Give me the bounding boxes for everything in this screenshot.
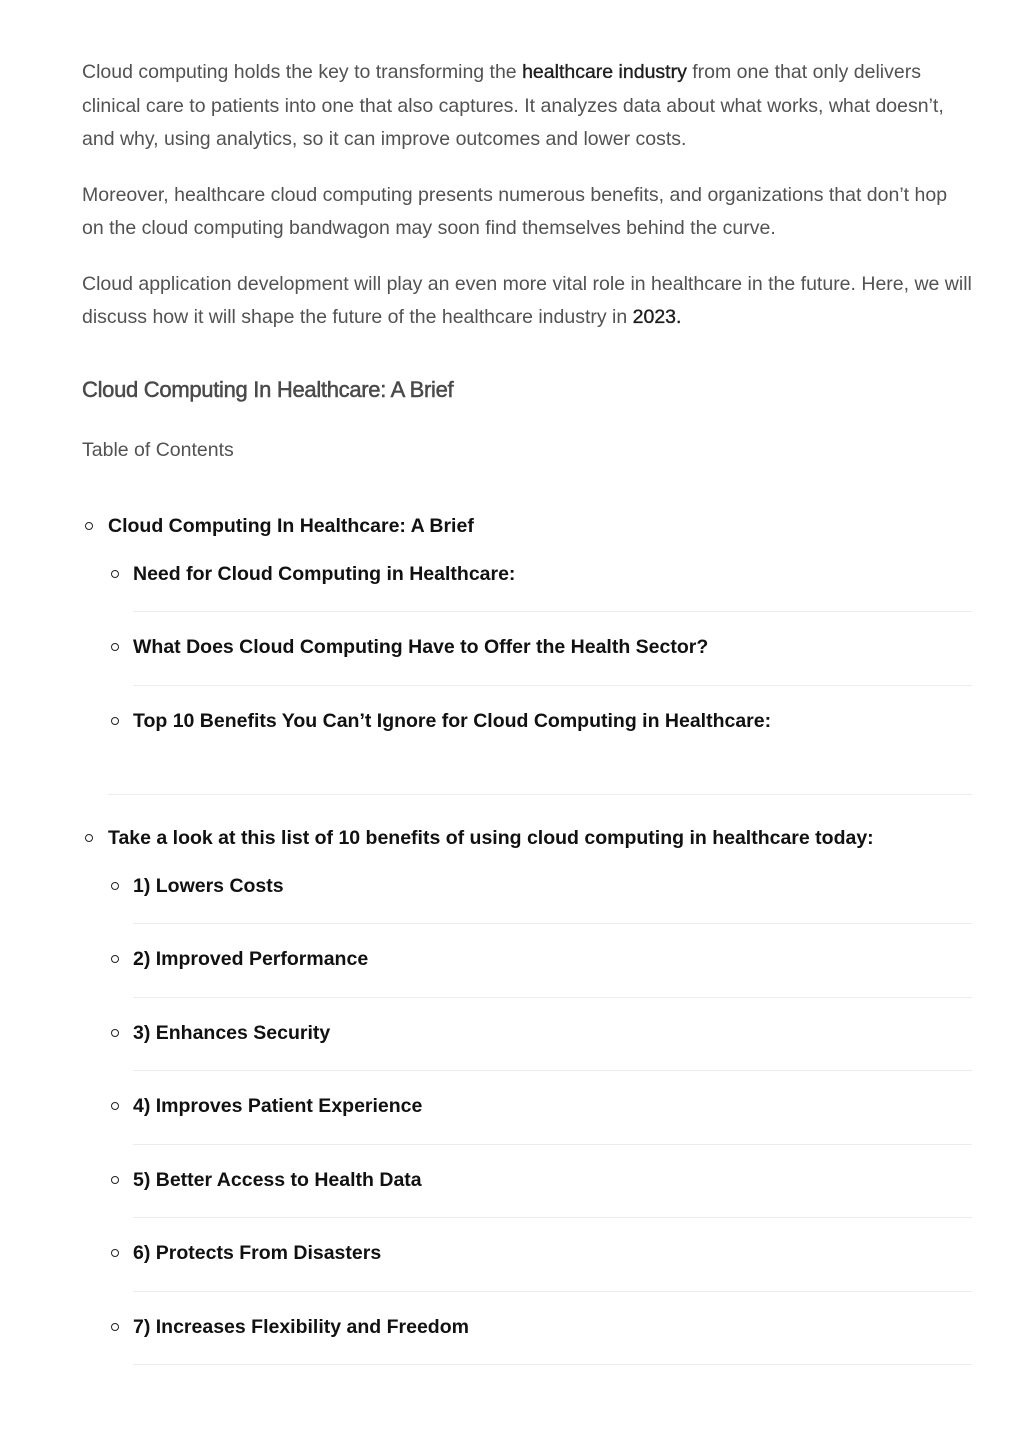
toc-sub-link[interactable]: 3) Enhances Security: [133, 1021, 331, 1044]
benefits-paragraph: [82, 179, 972, 246]
toc-sub-link[interactable]: 2) Improved Performance: [133, 948, 369, 970]
toc-sub-link[interactable]: Top 10 Benefits You Can’t Ignore for Cloud Computing in Healthcare:: [133, 709, 772, 732]
toc-title: Table of Contents: [82, 438, 234, 461]
circle-bullet-icon: [85, 834, 93, 842]
circle-bullet-icon: [111, 882, 119, 890]
circle-bullet-icon: [111, 955, 119, 963]
circle-bullet-icon: [111, 1323, 119, 1331]
toc-sublist: [108, 851, 972, 1366]
healthcare-industry-link[interactable]: healthcare industry: [522, 61, 687, 83]
circle-bullet-icon: [111, 1176, 119, 1184]
toc-sub-item: [108, 1218, 972, 1292]
year-highlight: 2023.: [632, 306, 682, 328]
circle-bullet-icon: [111, 570, 119, 578]
toc-sub-item: [108, 1292, 972, 1366]
benefits-text: Moreover, healthcare cloud computing presents numerous benefits, and organizations that don’t hop on the cloud computing bandwagon may soon find themselves behind the curve.: [82, 183, 948, 239]
toc-link[interactable]: Cloud Computing In Healthcare: A Brief: [108, 514, 474, 537]
toc-sub-link[interactable]: Need for Cloud Computing in Healthcare:: [133, 562, 516, 585]
toc-link[interactable]: Take a look at this list of 10 benefits of using cloud computing in healthcare today:: [108, 826, 874, 849]
toc-sub-item: [108, 998, 972, 1072]
circle-bullet-icon: [111, 1102, 119, 1110]
toc-sub-item: [108, 851, 972, 925]
toc-sub-link[interactable]: 4) Improves Patient Experience: [133, 1095, 423, 1117]
section-heading: Cloud Computing In Healthcare: A Brief: [82, 376, 454, 402]
toc-sub-link[interactable]: 7) Increases Flexibility and Freedom: [133, 1315, 469, 1338]
future-paragraph: [82, 268, 972, 335]
circle-bullet-icon: [111, 717, 119, 725]
toc-sub-item: [108, 1071, 972, 1145]
table-of-contents: [82, 513, 972, 1366]
toc-sub-item: [108, 1145, 972, 1219]
circle-bullet-icon: [111, 1029, 119, 1037]
toc-group: [82, 513, 972, 795]
circle-bullet-icon: [85, 522, 93, 530]
article-body: [82, 56, 972, 1365]
toc-sub-item: [108, 539, 972, 613]
toc-sublist: [108, 539, 972, 760]
toc-sub-link[interactable]: What Does Cloud Computing Have to Offer the Health Sector?: [133, 636, 709, 658]
circle-bullet-icon: [111, 1249, 119, 1257]
toc-sub-link[interactable]: 5) Better Access to Health Data: [133, 1168, 422, 1191]
intro-text-before: Cloud computing holds the key to transforming the: [82, 61, 523, 83]
toc-sub-link[interactable]: 1) Lowers Costs: [133, 874, 284, 897]
intro-paragraph: [82, 56, 972, 157]
toc-sub-item: [108, 612, 972, 686]
divider: [133, 1364, 972, 1365]
future-text-before: Cloud application development will play an even more vital role in healthcare in the future. Here, we will discuss how it will shape the future of the healthcare industry in: [82, 272, 972, 328]
intro-text-after: from one that only delivers clinical care to patients into one that also captures. It analyzes data about what works, what doesn’t, and why, using analytics, so it can improve outcomes and lower costs.: [82, 61, 944, 150]
toc-sub-item: [108, 924, 972, 998]
toc-sub-link[interactable]: 6) Protects From Disasters: [133, 1242, 382, 1264]
circle-bullet-icon: [111, 643, 119, 651]
toc-group: [82, 825, 972, 1366]
toc-sub-item: [108, 686, 972, 760]
divider: [108, 794, 972, 795]
